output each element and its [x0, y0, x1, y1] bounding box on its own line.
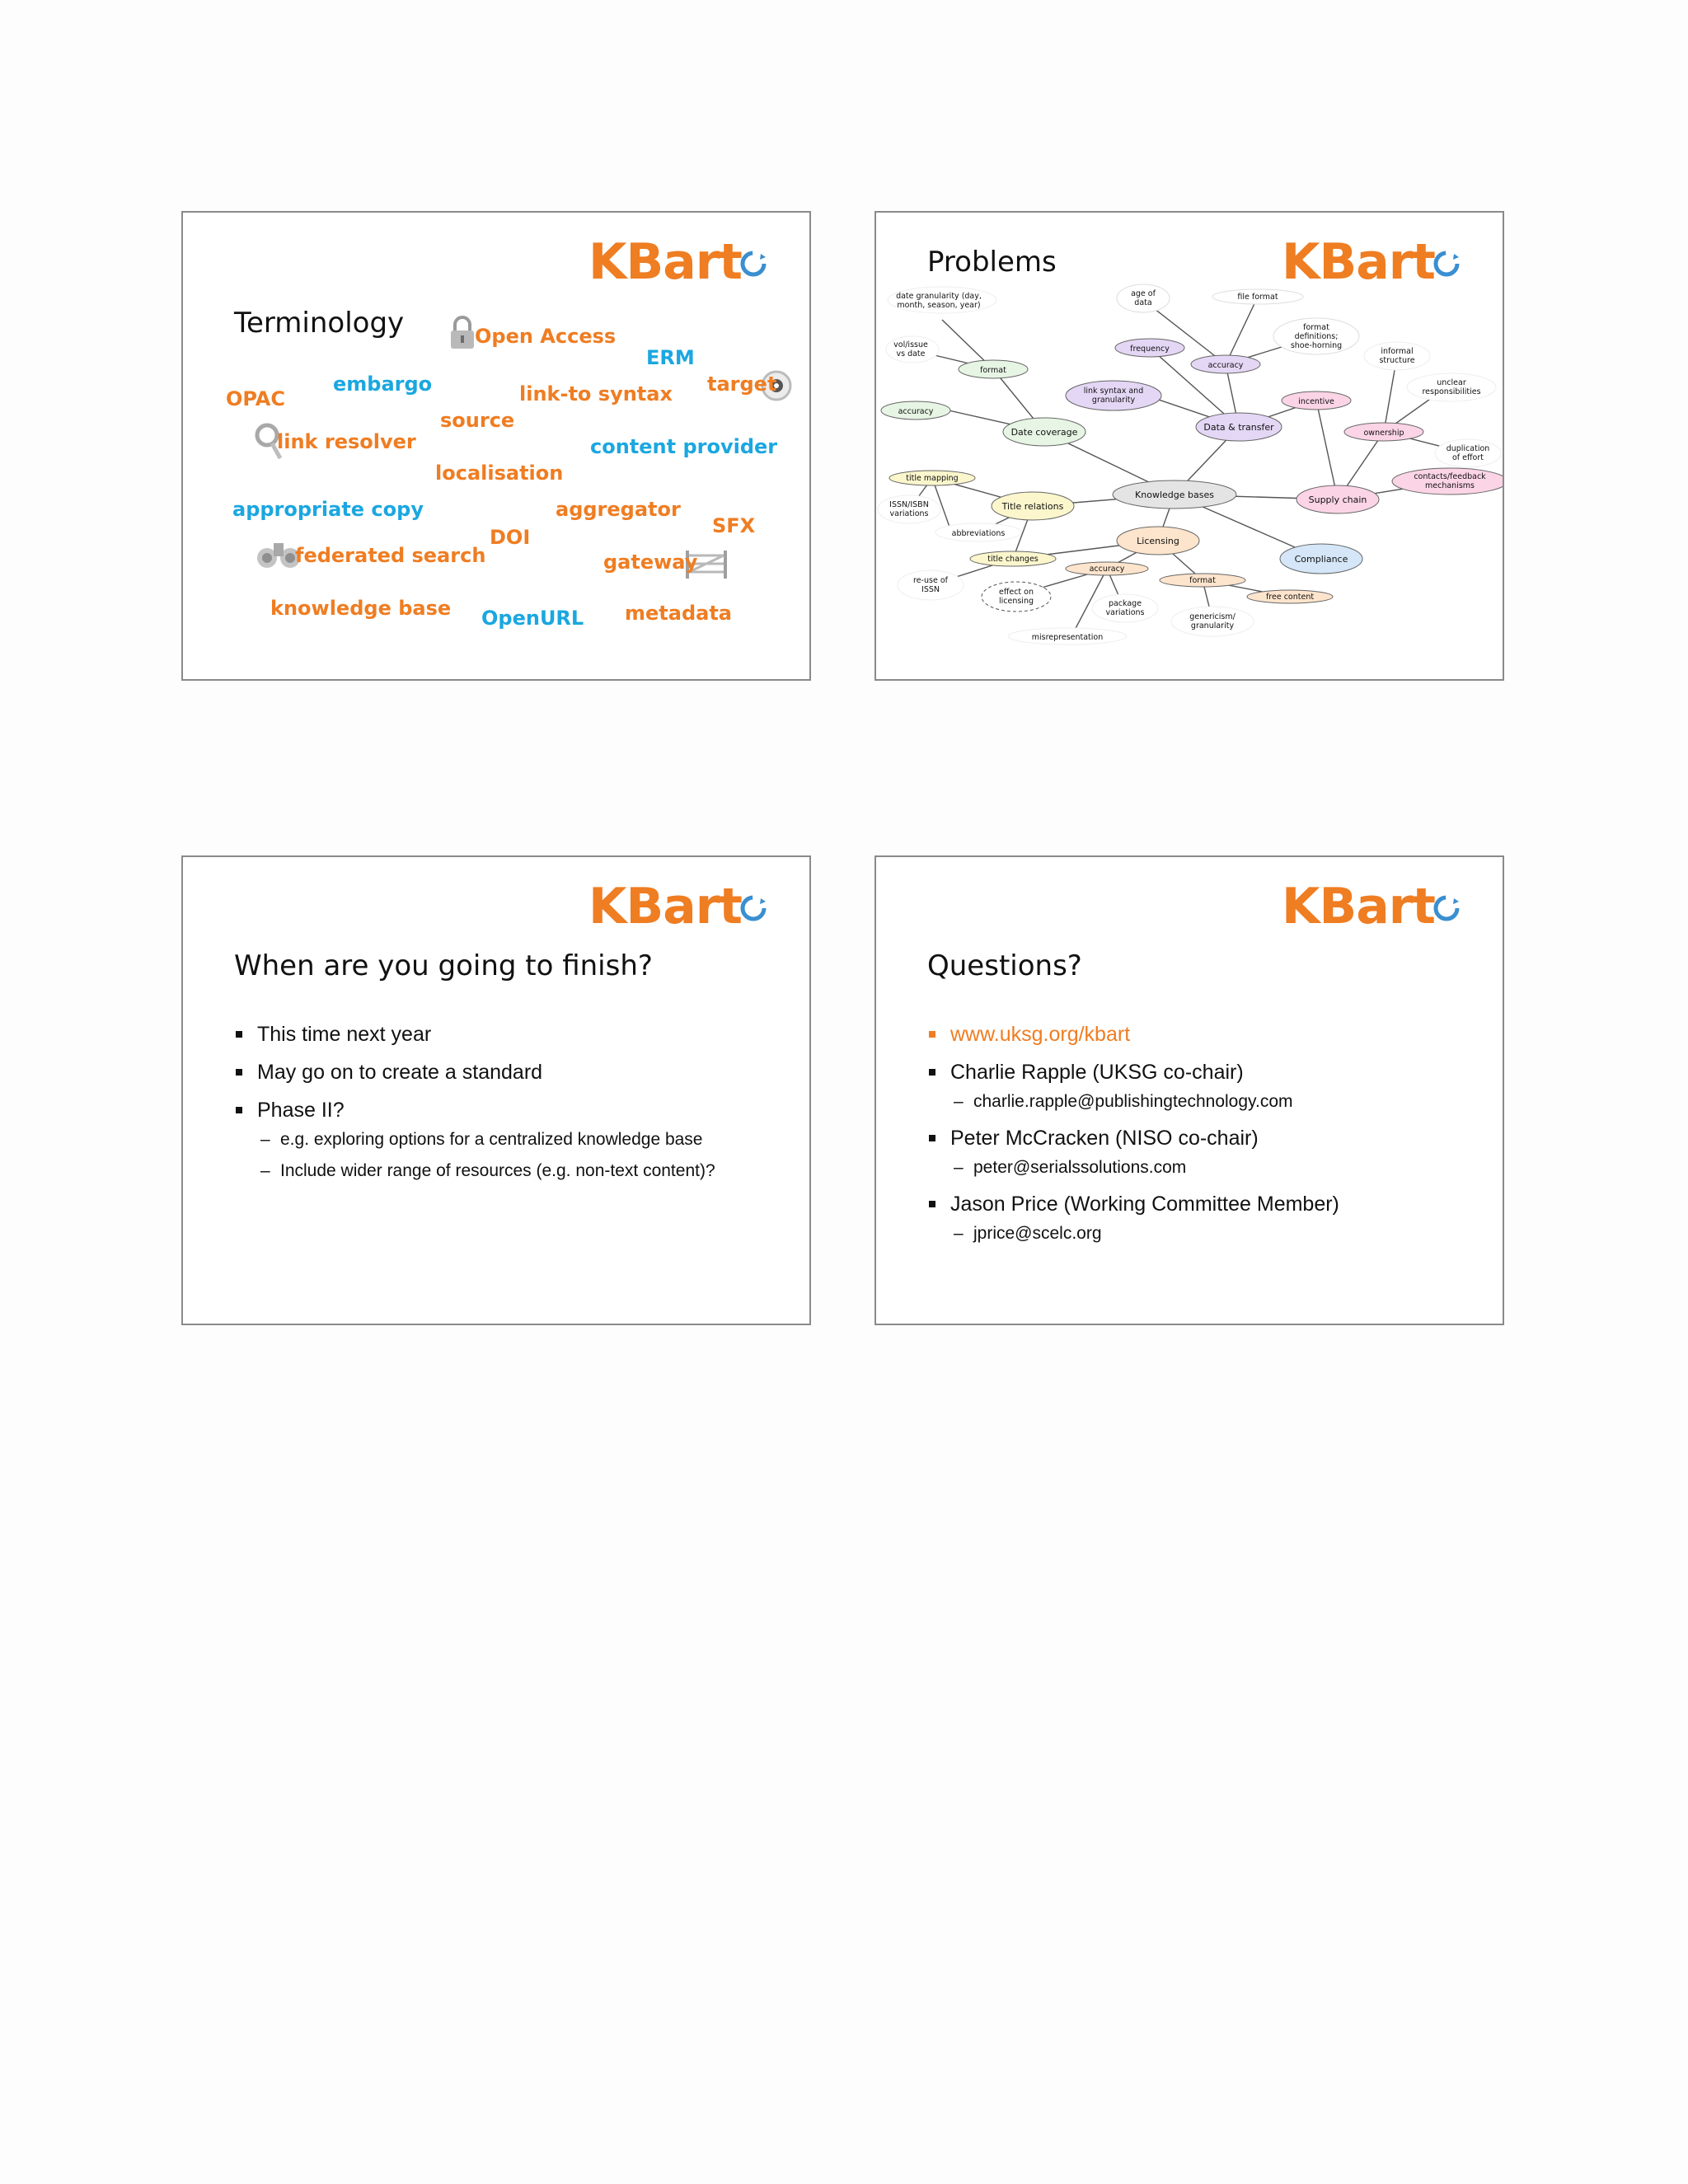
node-knowledge-bases	[1113, 480, 1236, 509]
sub-list	[257, 1129, 715, 1182]
svg-text:Licensing: Licensing	[1137, 536, 1179, 546]
svg-text:contacts/feedback: contacts/feedback	[1414, 472, 1486, 481]
svg-text:Supply chain: Supply chain	[1308, 494, 1367, 505]
node-accuracy-2	[1191, 355, 1260, 373]
svg-text:granularity: granularity	[1091, 396, 1136, 405]
node-date-coverage	[1003, 418, 1085, 446]
sub-list-item: – Include wider range of resources (e.g. non-text content)?	[257, 1160, 715, 1182]
node-contacts-feedback	[1392, 468, 1503, 494]
node-licensing	[1117, 527, 1199, 555]
term-openurl: OpenURL	[481, 607, 584, 630]
svg-text:file format: file format	[1237, 293, 1278, 302]
node-package-variations	[1092, 594, 1158, 622]
svg-text:mechanisms: mechanisms	[1425, 481, 1475, 490]
term-opac: OPAC	[226, 387, 285, 410]
logo-swirl-icon	[738, 249, 768, 279]
list-item: Phase II? – e.g. exploring options for a centralized knowledge base – Include wider range of resources (e.g. non-text content)?	[234, 1098, 715, 1182]
term-link-resolver: link resolver	[277, 430, 416, 453]
svg-text:format: format	[1303, 323, 1329, 332]
svg-text:format: format	[1189, 576, 1216, 585]
svg-text:date granularity (day,: date granularity (day,	[896, 292, 982, 301]
node-title-changes	[970, 551, 1056, 566]
kbart-logo: KBart	[588, 882, 768, 931]
svg-text:accuracy: accuracy	[1089, 565, 1125, 574]
contact-list	[927, 1022, 1339, 1258]
svg-text:of effort: of effort	[1451, 453, 1484, 462]
list-item: Charlie Rapple (UKSG co-chair) – charlie.rapple@publishingtechnology.com	[927, 1060, 1339, 1113]
node-effect-on-licensing	[982, 582, 1051, 612]
svg-text:Data & transfer: Data & transfer	[1203, 422, 1274, 433]
kbart-logo: KBart	[588, 237, 768, 287]
svg-text:variations: variations	[889, 509, 929, 518]
svg-text:vs date: vs date	[896, 349, 926, 359]
term-source: source	[440, 409, 515, 432]
slide-title: When are you going to finish?	[234, 949, 653, 982]
svg-text:frequency: frequency	[1130, 344, 1170, 354]
svg-text:shoe-horning: shoe-horning	[1290, 341, 1343, 350]
svg-text:incentive: incentive	[1298, 397, 1334, 406]
svg-text:informal: informal	[1381, 347, 1414, 356]
slide-title: Questions?	[927, 949, 1082, 982]
email-link[interactable]: – jprice@scelc.org	[950, 1223, 1339, 1244]
svg-text:format: format	[980, 366, 1006, 375]
term-sfx: SFX	[712, 514, 756, 537]
svg-text:variations: variations	[1105, 608, 1145, 617]
padlock-icon	[448, 315, 476, 353]
slide-when-finish	[181, 855, 811, 1325]
node-link-syntax	[1066, 381, 1161, 410]
node-age-of-data	[1117, 284, 1170, 312]
term-embargo: embargo	[333, 373, 433, 396]
svg-text:vol/issue: vol/issue	[893, 340, 928, 349]
kbart-logo: KBart	[1282, 237, 1461, 287]
kbart-website-link[interactable]: www.uksg.org/kbart	[927, 1022, 1339, 1047]
svg-text:month, season, year): month, season, year)	[897, 301, 981, 310]
email-link[interactable]: – peter@serialssolutions.com	[950, 1157, 1339, 1179]
term-doi: DOI	[490, 526, 531, 549]
slide-questions	[874, 855, 1504, 1325]
term-content-provider: content provider	[590, 435, 778, 458]
svg-text:effect on: effect on	[998, 588, 1034, 597]
slide-title: Terminology	[234, 307, 405, 340]
node-vol-issue	[886, 336, 939, 363]
node-frequency	[1115, 339, 1184, 357]
node-format-2	[1160, 574, 1245, 587]
term-aggregator: aggregator	[556, 498, 681, 521]
term-gateway: gateway	[603, 551, 698, 574]
svg-text:ISSN: ISSN	[921, 585, 940, 594]
svg-text:title changes: title changes	[987, 555, 1039, 564]
node-misrepresentation	[1008, 628, 1127, 644]
node-title-mapping	[889, 471, 975, 485]
term-localisation: localisation	[435, 462, 564, 485]
svg-text:accuracy: accuracy	[1207, 361, 1244, 370]
svg-text:accuracy: accuracy	[898, 407, 934, 416]
node-free-content	[1247, 590, 1333, 603]
node-file-format	[1212, 289, 1303, 304]
svg-text:responsibilities: responsibilities	[1422, 387, 1481, 396]
node-format-1	[959, 360, 1028, 378]
list-item: This time next year	[234, 1022, 715, 1047]
svg-text:misrepresentation: misrepresentation	[1031, 633, 1104, 642]
logo-swirl-icon	[738, 893, 768, 923]
node-genericism	[1171, 607, 1254, 636]
node-compliance	[1280, 544, 1362, 574]
svg-text:structure: structure	[1379, 356, 1415, 365]
svg-text:licensing: licensing	[998, 597, 1034, 606]
svg-text:ownership: ownership	[1363, 429, 1404, 438]
list-item: May go on to create a standard	[234, 1060, 715, 1085]
term-appropriate-copy: appropriate copy	[232, 498, 424, 521]
node-data-transfer	[1196, 413, 1282, 441]
svg-text:granularity: granularity	[1190, 621, 1235, 630]
node-accuracy-1	[881, 401, 950, 419]
term-link-to-syntax: link-to syntax	[519, 382, 673, 405]
slide-terminology	[181, 211, 811, 681]
term-target: target	[707, 373, 777, 396]
svg-text:re-use of: re-use of	[913, 576, 948, 585]
svg-text:genericism/: genericism/	[1189, 612, 1236, 621]
svg-text:Knowledge bases: Knowledge bases	[1135, 490, 1214, 500]
node-incentive	[1282, 391, 1351, 410]
term-knowledge-base: knowledge base	[270, 597, 452, 620]
term-metadata: metadata	[625, 602, 732, 625]
svg-text:duplication: duplication	[1446, 444, 1490, 453]
slide-title: Problems	[927, 246, 1057, 279]
term-federated-search: federated search	[295, 544, 486, 567]
svg-text:link syntax and: link syntax and	[1083, 387, 1144, 396]
svg-text:Compliance: Compliance	[1294, 554, 1348, 565]
node-unclear-responsibilities	[1407, 373, 1496, 401]
node-format-definitions	[1273, 318, 1359, 354]
term-erm: ERM	[646, 346, 695, 369]
problems-mind-map	[876, 213, 1503, 679]
list-item: Jason Price (Working Committee Member) – jprice@scelc.org	[927, 1192, 1339, 1244]
node-title-relations	[992, 492, 1074, 520]
list-item: Peter McCracken (NISO co-chair) – peter@serialssolutions.com	[927, 1126, 1339, 1179]
svg-text:age of: age of	[1131, 289, 1156, 298]
node-reuse-issn	[898, 570, 964, 600]
node-accuracy-3	[1066, 562, 1148, 575]
node-supply-chain	[1296, 485, 1379, 513]
email-link[interactable]: – charlie.rapple@publishingtechnology.com	[950, 1091, 1339, 1113]
node-duplication	[1435, 439, 1501, 467]
node-informal-structure	[1364, 342, 1430, 370]
svg-text:unclear: unclear	[1437, 378, 1466, 387]
term-open-access: Open Access	[475, 325, 617, 348]
svg-text:Date coverage: Date coverage	[1010, 427, 1078, 438]
svg-text:abbreviations: abbreviations	[951, 529, 1006, 538]
logo-swirl-icon	[1432, 893, 1461, 923]
svg-text:title mapping: title mapping	[906, 474, 959, 483]
svg-text:ISSN/ISBN: ISSN/ISBN	[889, 500, 929, 509]
svg-text:data: data	[1134, 298, 1152, 307]
node-ownership	[1344, 423, 1423, 441]
node-date-granularity	[888, 287, 996, 313]
sub-list-item: – e.g. exploring options for a centralized knowledge base	[257, 1129, 715, 1151]
bullet-list	[234, 1022, 715, 1195]
node-issn-variations	[878, 495, 940, 523]
svg-text:package: package	[1108, 599, 1142, 608]
node-abbreviations	[935, 523, 1021, 541]
svg-text:Title relations: Title relations	[1001, 501, 1064, 512]
svg-text:free content: free content	[1265, 593, 1315, 602]
slide-problems	[874, 211, 1504, 681]
svg-text:definitions;: definitions;	[1294, 332, 1339, 341]
kbart-logo: KBart	[1282, 882, 1461, 931]
